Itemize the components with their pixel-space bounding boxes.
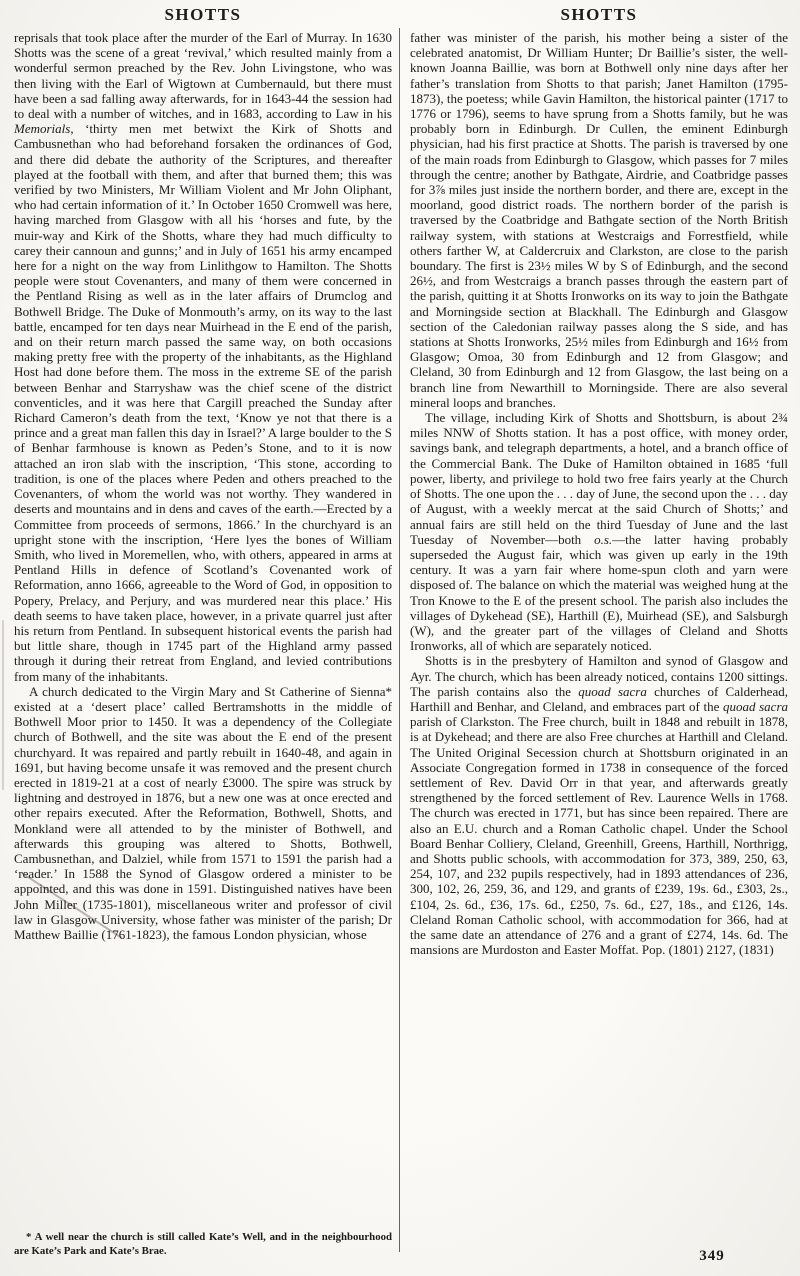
paragraph: Shotts is in the presbytery of Hamilton and synod of Glasgow and Ayr. The church, which has been already noticed, contains 1200 sittings. The parish contains also the quoad sacra churches of Calderhead, Harthill and Benhar, and Cleland, and embraces part of the quoad sacra parish of Clarkston. The Free church, built in 1848 and rebuilt in 1878, is at Dykehead; and there are also Free churches at Harthill and Cleland. The United Original Secession church at Shottsburn originated in an Associate Congregation formed in 1738 in consequence of the forced settlement of Rev. David Orr in that year, and afterwards greatly strengthened by the forced settlement of Rev. Laurence Wells in 1768. The church was erected in 1771, but has since been repaired. There are also an E.U. church and a Roman Catholic chapel. Under the School Board Benhar Colliery, Cleland, Greenhill, Greens, Harthill, Northrigg, and Shotts public schools, with accommodation for 373, 389, 250, 63, 254, 107, and 232 pupils respectively, had in 1893 attendances of 236, 300, 102, 26, 259, 36, and 129, and grants of £239, 19s. 6d., £303, 2s., £104, 2s. 6d., £36, 17s. 6d., £250, 7s. 6d., £27, 18s., and £126, 14s. Cleland Roman Catholic school, with accommodation for 366, had at the same date an attendance of 276 and a grant of £274, 14s. 6d. The mansions are Murdoston and Easter Moffat. Pop. (1801) 2127, (1831): [410, 653, 789, 958]
page-number: 349: [699, 1248, 725, 1264]
paragraph: reprisals that took place after the murder of the Earl of Murray. In 1630 Shotts was the scene of a great ‘revival,’ which resulted mainly from a wonderful sermon preached by the Rev. John Livingstone, who was then living with the Earl of Wigtown at Cumbernauld, but there must have been a sad falling away afterwards, for in 1643-44 the session had to deal with a number of witches, and in 1683, according to Law in his Memorials, ‘thirty men met betwixt the Kirk of Shotts and Cambusnethan who had beforehand forsaken the ordinances of God, and there did debate the authority of the Scriptures, and thereafter played at the football with them, and after that burned them; this was verified by two Ministers, Mr William Violent and Mr John Oliphant, who had certain information of it.’ In October 1650 Cromwell was here, having marched from Glasgow with all his ‘horses and fute, by the muir-way and Kirk of the Shotts, whare they had much difficulty to carey their cannoun and gunns;’ and in July of 1651 his army encamped here for a night on the way from Linlithgow to Hamilton. The Shotts people were stout Covenanters, and many of them were concerned in the Pentland Rising as well as in the later affairs of Drumclog and Bothwell Bridge. The Duke of Monmouth’s army, on its way to the last battle, encamped for ten days near Muirhead in the E end of the parish, and on their return march passed the same way, on both occasions making pretty free with the property of the inhabitants, as the Highland Host had done before them. The moss in the extreme SE of the parish between Benhar and Starryshaw was the chief scene of the district conventicles, and it was here that Cargill preached the Sunday after Richard Cameron’s death from the text, ‘Know ye not that there is a prince and a great man fallen this day in Israel?’ A large boulder to the S of Benhar farmhouse is known as Peden’s Stone, and to it is now attached an iron slab with the inscription, ‘This stone, according to tradition, is one of the places where Peden and others preached to the Covenanters, of whom the world was not worthy. They wandered in deserts and mountains and in dens and caves of the earth.—Erected by a Committee from proceeds of sermons, 1866.’ In the churchyard is an upright stone with the inscription, ‘Here lyes the bones of William Smith, who lived in Moremellen, who, with others, appeared in arms at Pentland Hills in defence of Scotland’s Covenanted work of Reformation, anno 1666, agreeable to the Word of God, in opposition to Popery, Prelacy, and Perjury, and was murdered near this place.’ His death seems to have taken place, however, in a private quarrel just after his return from Pentland. In subsequent historical events the parish had but little share, though in 1745 part of the Highland army passed through it during their retreat from England, and levied contributions from many of the inhabitants.: [14, 30, 392, 684]
running-head-right: SHOTTS: [560, 5, 638, 24]
left-column: [14, 30, 392, 942]
running-head-left: SHOTTS: [164, 5, 242, 24]
column-divider-rule: [399, 28, 400, 1252]
footnote: * A well near the church is still called Kate’s Well, and in the neighbourhood are Kate’s Park and Kate’s Brae.: [14, 1231, 392, 1257]
paragraph: father was minister of the parish, his mother being a sister of the celebrated anatomist, Dr William Hunter; Dr Baillie’s sister, the well-known Joanna Baillie, was born at Bothwell only nine days after her father’s translation from Shotts to that parish; Janet Hamilton (1795-1873), the poetess; while Gavin Hamilton, the historical painter (1717 to 1776 or 1796), seems to have sprung from a Shotts family, but he was probably born in Edinburgh. Dr Cullen, the eminent Edinburgh physician, had his first practice at Shotts. The parish is traversed by one of the main roads from Edinburgh to Glasgow, which passes for 7 miles through the centre; another by Bathgate, Airdrie, and Coatbridge passes for 3⅞ miles just inside the northern border, and there are, except in the moorland, good district roads. The northern border of the parish is traversed by the Coatbridge and Bathgate section of the North British railway system, with stations at Westcraigs and Forrestfield, while others farther W, at Caldercruix and Clarkston, are close to the parish boundary. The first is 23½ miles W by S of Edinburgh, and the second 26½, and from Westcraigs a branch passes through the eastern part of the parish, quitting it at Shotts Ironworks on its way to join the Bathgate and Morningside section at Blackhall. The Edinburgh and Glasgow section of the Caledonian railway passes along the S side, and has stations at Shotts Ironworks, 25½ miles from Edinburgh and 16½ from Glasgow; Omoa, 30 from Edinburgh and 12 from Glasgow; and Cleland, 30 from Edinburgh and 12 from Glasgow, the last being on a branch line from Newarthill to Morningside. There are also several mineral loops and branches.: [410, 30, 788, 410]
footnote-container: [14, 1222, 392, 1258]
paragraph: The village, including Kirk of Shotts and Shottsburn, is about 2¾ miles NNW of Shotts station. It has a post office, with money order, savings bank, and telegraph departments, a hotel, and a branch office of the Commercial Bank. The Duke of Hamilton obtained in 1685 ‘full power, liberty, and privilege to hold two free fairs yearly at the Church of Shotts. The one upon the . . . day of June, the second upon the . . . day of August, with a weekly mercat at the said Church of Shotts;’ and annual fairs are still held on the third Tuesday of June and the last Tuesday of November—both o.s.—the latter having probably superseded the August fair, which was given up early in the 19th century. It was a yarn fair where home-spun cloth and yarn were disposed of. The balance on which the material was weighed hung at the Tron Knowe to the E of the present school. The parish also includes the villages of Dykehead (SE), Harthill (E), Muirhead (SE), and Salsburgh (W), and the greater part of the villages of Cleland and Shotts Ironworks, all of which are separately noticed.: [410, 410, 788, 654]
right-column: [410, 30, 788, 957]
paragraph: A church dedicated to the Virgin Mary and St Catherine of Sienna* existed at a ‘desert place’ called Bertramshotts in the middle of Bothwell Moor prior to 1450. It was a dependency of the Collegiate church of Bothwell, and the site was about the E end of the present churchyard. It was repaired and partly rebuilt in 1640-48, and again in 1691, but having become unsafe it was removed and the present church erected in 1819-21 at a cost of nearly £3000. The spire was struck by lightning and destroyed in 1876, but a new one was at once erected and other repairs executed. After the Reformation, Bothwell, Shotts, and Monkland were all attended to by the minister of Bothwell, and afterwards this grouping was altered to Shotts, Bothwell, Cambusnethan, and Dalziel, while from 1571 to 1591 the parish had a ‘reader.’ In 1588 the Synod of Glasgow ordered a minister to be appointed, and this was done in 1591. Distinguished natives have been John Miller (1735-1801), miscellaneous writer and professor of civil law in Glasgow University, whose father was minister of the parish; Dr Matthew Baillie (1761-1823), the famous London physician, whose: [14, 683, 392, 942]
scan-edge-artifact: [2, 620, 4, 790]
